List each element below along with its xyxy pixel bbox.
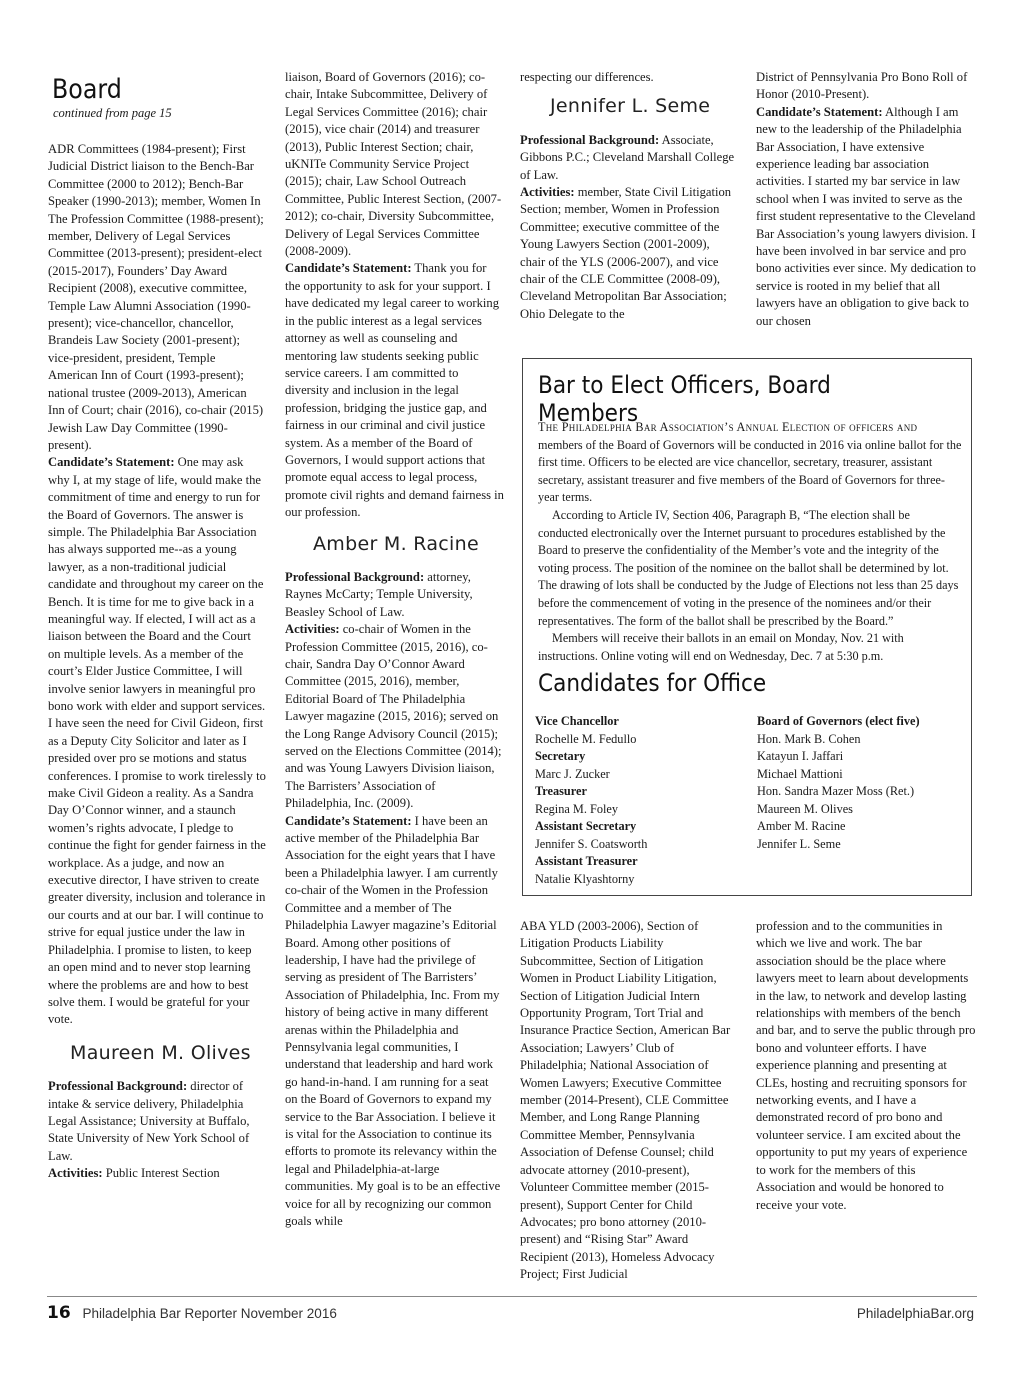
activities-text: member, State Civil Litigation Section; member, Women in Profession Committee; executive committee of the Young Lawyers Section (2001-2009), chair of the YLS (2006-2007), and vice chair of the CLE Committee (2008-09), Cleveland Metropolitan Bar Association; Ohio Delegate to the: [520, 185, 732, 321]
election-paragraph-3: Members will receive their ballots in an email on Monday, Nov. 21 with instructions. Online voting will end on Wednesday, Dec. 7 at 5:30 p.m.: [538, 631, 904, 663]
column-3-top: [520, 69, 738, 323]
board-candidates: [757, 713, 920, 853]
activities-text: co-chair of Women in the Profession Committee (2015, 2016), co-chair, Sandra Day O’Connor Award Committee (2015, 2016), member, Editorial Board of The Philadelphia Lawyer magazine (2015, 2016); served on the Long Range Advisory Council (2015); served on the Elections Committee (2014); and was Young Lawyers Division liaison, The Barristers’ Association of Philadelphia, Inc. (2009).: [285, 622, 502, 811]
column-4-bottom: [756, 918, 976, 1214]
board-candidate: Michael Mattioni: [757, 766, 843, 781]
candidates-title: Candidates for Office: [538, 669, 767, 697]
statement-text: Thank you for the opportunity to ask for your support. I have dedicated my legal career to working in the public interest as a legal services attorney as well as counseling and mentoring law students seeking public service careers. I am committed to diversity and inclusion in the legal profession, bridging the justice gap, and fairness in our criminal and civil justice system. As a member of the Board of Governors, I would support actions that promote equal access to legal process, promote civil rights and demand fairness in our profession.: [285, 261, 504, 520]
background-label: Professional Background:: [285, 569, 425, 584]
board-heading: Board of Governors (elect five): [757, 714, 920, 728]
seme-activities-continued: ABA YLD (2003-2006), Section of Litigation Products Liability Subcommittee, Section of Litigation Women in Product Liability Litigation, Section of Litigation Judicial Intern Opportunity Program, Tort Trial and Insurance Practice Section, American Bar Association; Lawyers’ Club of Philadelphia; National Association of Women Lawyers; Executive Committee member (2014-Present), CLE Committee Member, and Long Range Planning Committee Member, Pennsylvania Association of Defense Counsel; child advocate attorney (2010-present), Volunteer Committee member (2015-present), Support Center for Child Advocates; pro bono attorney (2010-present) and “Rising Star” Award Recipient (2013), Homeless Advocacy Project; First Judicial: [520, 919, 731, 1282]
column-2-activities: liaison, Board of Governors (2016); co-chair, Intake Subcommittee, Delivery of Legal Services Committee (2016); chair (2015), vice chair (2014) and treasurer (2013), Public Interest Section; chair, uKNITe Community Service Project (2015); chair, Law School Outreach Committee, Public Interest Section, (2007-2012); co-chair, Diversity Subcommittee, Delivery of Legal Services Committee (2008-2009).: [285, 70, 502, 259]
statement-text: Although I am new to the leadership of the Philadelphia Bar Association, I have extensive experience leading bar association activities. I started my bar service in law school when I was invited to serve as the first student representative to the Cleveland Bar Association’s young lawyers division. I have been involved in bar service and pro bono activities ever since. My dedication to service is rooted in my belief that all lawyers have an obligation to give back to our chosen: [756, 104, 976, 328]
statement-label: Candidate’s Statement:: [285, 813, 412, 828]
board-candidate: Amber M. Racine: [757, 819, 846, 833]
statement-text: One may ask why I, at my stage of life, would make the commitment of time and energy to run for the Board of Governors. The answer is simple. The Philadelphia Bar Association has always supported me--as a young lawyer, as a non-traditional judicial candidate and throughout my career on the Bench. It is time for me to give back in a meaningful way. If elected, I will act as a liaison between the Board and the Court on multiple levels. As a member of the court’s Elder Justice Committee, I will involve senior lawyers in meaningful pro bono work with elder and support services. I have seen the need for Civil Gideon, first as a Deputy City Solicitor and later as I presided over pro se motions and status conferences. I promise to work tirelessly to make Civil Gideon a reality. As a Sandra Day O’Connor winner, and a staunch women’s rights advocate, I pledge to continue the fight for gender fairness in the workplace. As a judge, and now an executive director, I have striven to create greater diversity, inclusion and tolerance in our courts and at our bar. I will continue to strive for equal justice under the law in Philadelphia. I promise to listen, to keep an open mind and to never stop learning where the problems are and how to best solve them. I would be grateful for your vote.: [48, 455, 266, 1027]
election-paragraph-1-text: members of the Board of Governors will be conducted in 2016 via online ballot for the first time. Officers to be elected are vice chancellor, secretary, treasurer, assistant secretary, assistant treasurer and five members of the Board of Governors for three-year terms.: [538, 437, 962, 505]
election-notice-box: [522, 358, 972, 896]
seme-statement: [756, 104, 976, 330]
olives-activities: [48, 1165, 266, 1182]
background-label: Professional Background:: [48, 1079, 188, 1094]
background-text: attorney, Raynes McCarty; Temple University, Beasley School of Law.: [285, 569, 473, 619]
seme-background: [520, 132, 738, 184]
officer-candidates: [535, 713, 647, 888]
office-label: Assistant Treasurer: [535, 854, 638, 868]
activities-label: Activities:: [48, 1166, 103, 1181]
candidate-name: Regina M. Foley: [535, 801, 618, 816]
column-1: [48, 141, 266, 1183]
column-3-lead: respecting our differences.: [520, 70, 654, 84]
column-2-statement: [285, 260, 504, 521]
footer-rule: [47, 1296, 977, 1297]
candidate-name: Jennifer S. Coatsworth: [535, 836, 648, 851]
column-4-lead: District of Pennsylvania Pro Bono Roll of Honor (2010-Present).: [756, 70, 968, 102]
candidate-name: Rochelle M. Fedullo: [535, 731, 637, 746]
office-label: Vice Chancellor: [535, 714, 619, 728]
website-link[interactable]: PhiladelphiaBar.org: [856, 1306, 974, 1321]
election-paragraph-2: According to Article IV, Section 406, Paragraph B, “The election shall be conducted electronically over the Internet pursuant to procedures established by the Board to preserve the confidentiality of the Member’s vote and the integrity of the voting process. The position of the nominee on the ballot shall be determined by lot. The drawing of lots shall be conducted by the Judge of Elections not less than 25 days before the commencement of voting in the presence of the nominees and/or their representatives. The form of the ballot shall be prescribed by the Board.”: [538, 507, 959, 628]
publication-name: Philadelphia Bar Reporter November 2016: [82, 1306, 337, 1321]
election-lead: The Philadelphia Bar Association’s Annual Election of officers and: [538, 420, 918, 434]
office-label: Assistant Secretary: [535, 819, 637, 833]
board-candidate: Hon. Mark B. Cohen: [757, 731, 861, 746]
statement-label: Candidate’s Statement:: [48, 455, 175, 470]
office-label: Secretary: [535, 749, 586, 763]
column-3-bottom: [520, 918, 738, 1284]
activities-text: Public Interest Section: [102, 1166, 220, 1181]
column-1-statement: [48, 454, 266, 1028]
election-title: Bar to Elect Officers, Board Members: [538, 371, 831, 427]
racine-activities: [285, 621, 504, 812]
statement-label: Candidate’s Statement:: [756, 104, 883, 119]
column-2: [285, 69, 504, 1230]
board-candidate: Maureen M. Olives: [757, 801, 853, 816]
seme-activities: [520, 184, 738, 323]
board-candidate: Hon. Sandra Mazer Moss (Ret.): [757, 784, 915, 798]
column-1-activities: ADR Committees (1984-present); First Judicial District liaison to the Bench-Bar Committee (2000 to 2012); Bench-Bar Speaker (1990-2013); member, Women In The Profession Committee (1988-present); member, Delivery of Legal Services Committee (2013-present); president-elect (2015-2017), Founders’ Day Award Recipient (2008), executive committee, Temple Law Alumni Association (1990-present); vice-chancellor, chancellor, Brandeis Law Society (2001-present); vice-president, president, Temple American Inn of Court (1993-present); national trustee (2009-2013), American Inn of Court; chair (2016), co-chair (2015) Jewish Law Day Committee (1990-present).: [48, 142, 264, 452]
footer-left: [47, 1303, 337, 1323]
candidate-name-seme: Jennifer L. Seme: [550, 95, 711, 118]
office-label: Treasurer: [535, 784, 587, 798]
candidate-name: Marc J. Zucker: [535, 766, 610, 781]
background-text: director of intake & service delivery, Philadelphia Legal Assistance; University at Buffalo, State University of New York School of Law.: [48, 1079, 250, 1163]
board-candidate: Katayun I. Jaffari: [757, 749, 844, 763]
board-candidate: Jennifer L. Seme: [757, 836, 841, 851]
racine-statement: [285, 813, 504, 1231]
seme-statement-continued: profession and to the communities in which we live and work. The bar association should be the place where lawyers meet to learn about developments in the law, to network and develop lasting relationships with members of the bench and bar, and to serve the public through pro bono and volunteer efforts. I have experience planning and presenting at CLEs, hosting and recruiting sponsors for networking events, and I have a demonstrated record of pro bono and volunteer service. I am excited about the opportunity to put my years of experience to work for the members of this Association and would be honored to receive your vote.: [756, 919, 976, 1212]
section-title: Board: [52, 74, 122, 105]
activities-label: Activities:: [520, 185, 575, 200]
activities-label: Activities:: [285, 622, 340, 637]
background-text: Associate, Gibbons P.C.; Cleveland Marshall College of Law.: [520, 132, 735, 182]
column-4-top: [756, 69, 976, 330]
continued-note: continued from page 15: [53, 106, 172, 120]
candidate-name-racine: Amber M. Racine: [313, 532, 479, 555]
election-paragraph-1: [538, 419, 962, 507]
background-label: Professional Background:: [520, 132, 660, 147]
olives-background: [48, 1078, 266, 1165]
statement-text: I have been an active member of the Philadelphia Bar Association for the eight years that I have been a Philadelphia lawyer. I am currently co-chair of the Women in the Profession Committee and a member of The Philadelphia Lawyer magazine’s Editorial Board. Among other positions of leadership, I have had the privilege of serving as president of The Barristers’ Association of Philadelphia, Inc. From my history of being active in many different arenas within the Philadelphia and Pennsylvania legal communities, I understand that leadership and hard work go hand-in-hand. I am running for a seat on the Board of Governors to expand my service to the Bar Association. I believe it is vital for the Association to continue its efforts to promote its relevancy within the legal and Philadelphia-at-large communities. My goal is to be an effective voice for all by recognizing our common goals while: [285, 813, 501, 1228]
candidate-name-olives: Maureen M. Olives: [70, 1041, 251, 1064]
page-number: 16: [47, 1303, 71, 1323]
candidate-name: Natalie Klyashtorny: [535, 871, 635, 886]
statement-label: Candidate’s Statement:: [285, 261, 412, 276]
racine-background: [285, 569, 504, 621]
election-text: [538, 419, 962, 665]
